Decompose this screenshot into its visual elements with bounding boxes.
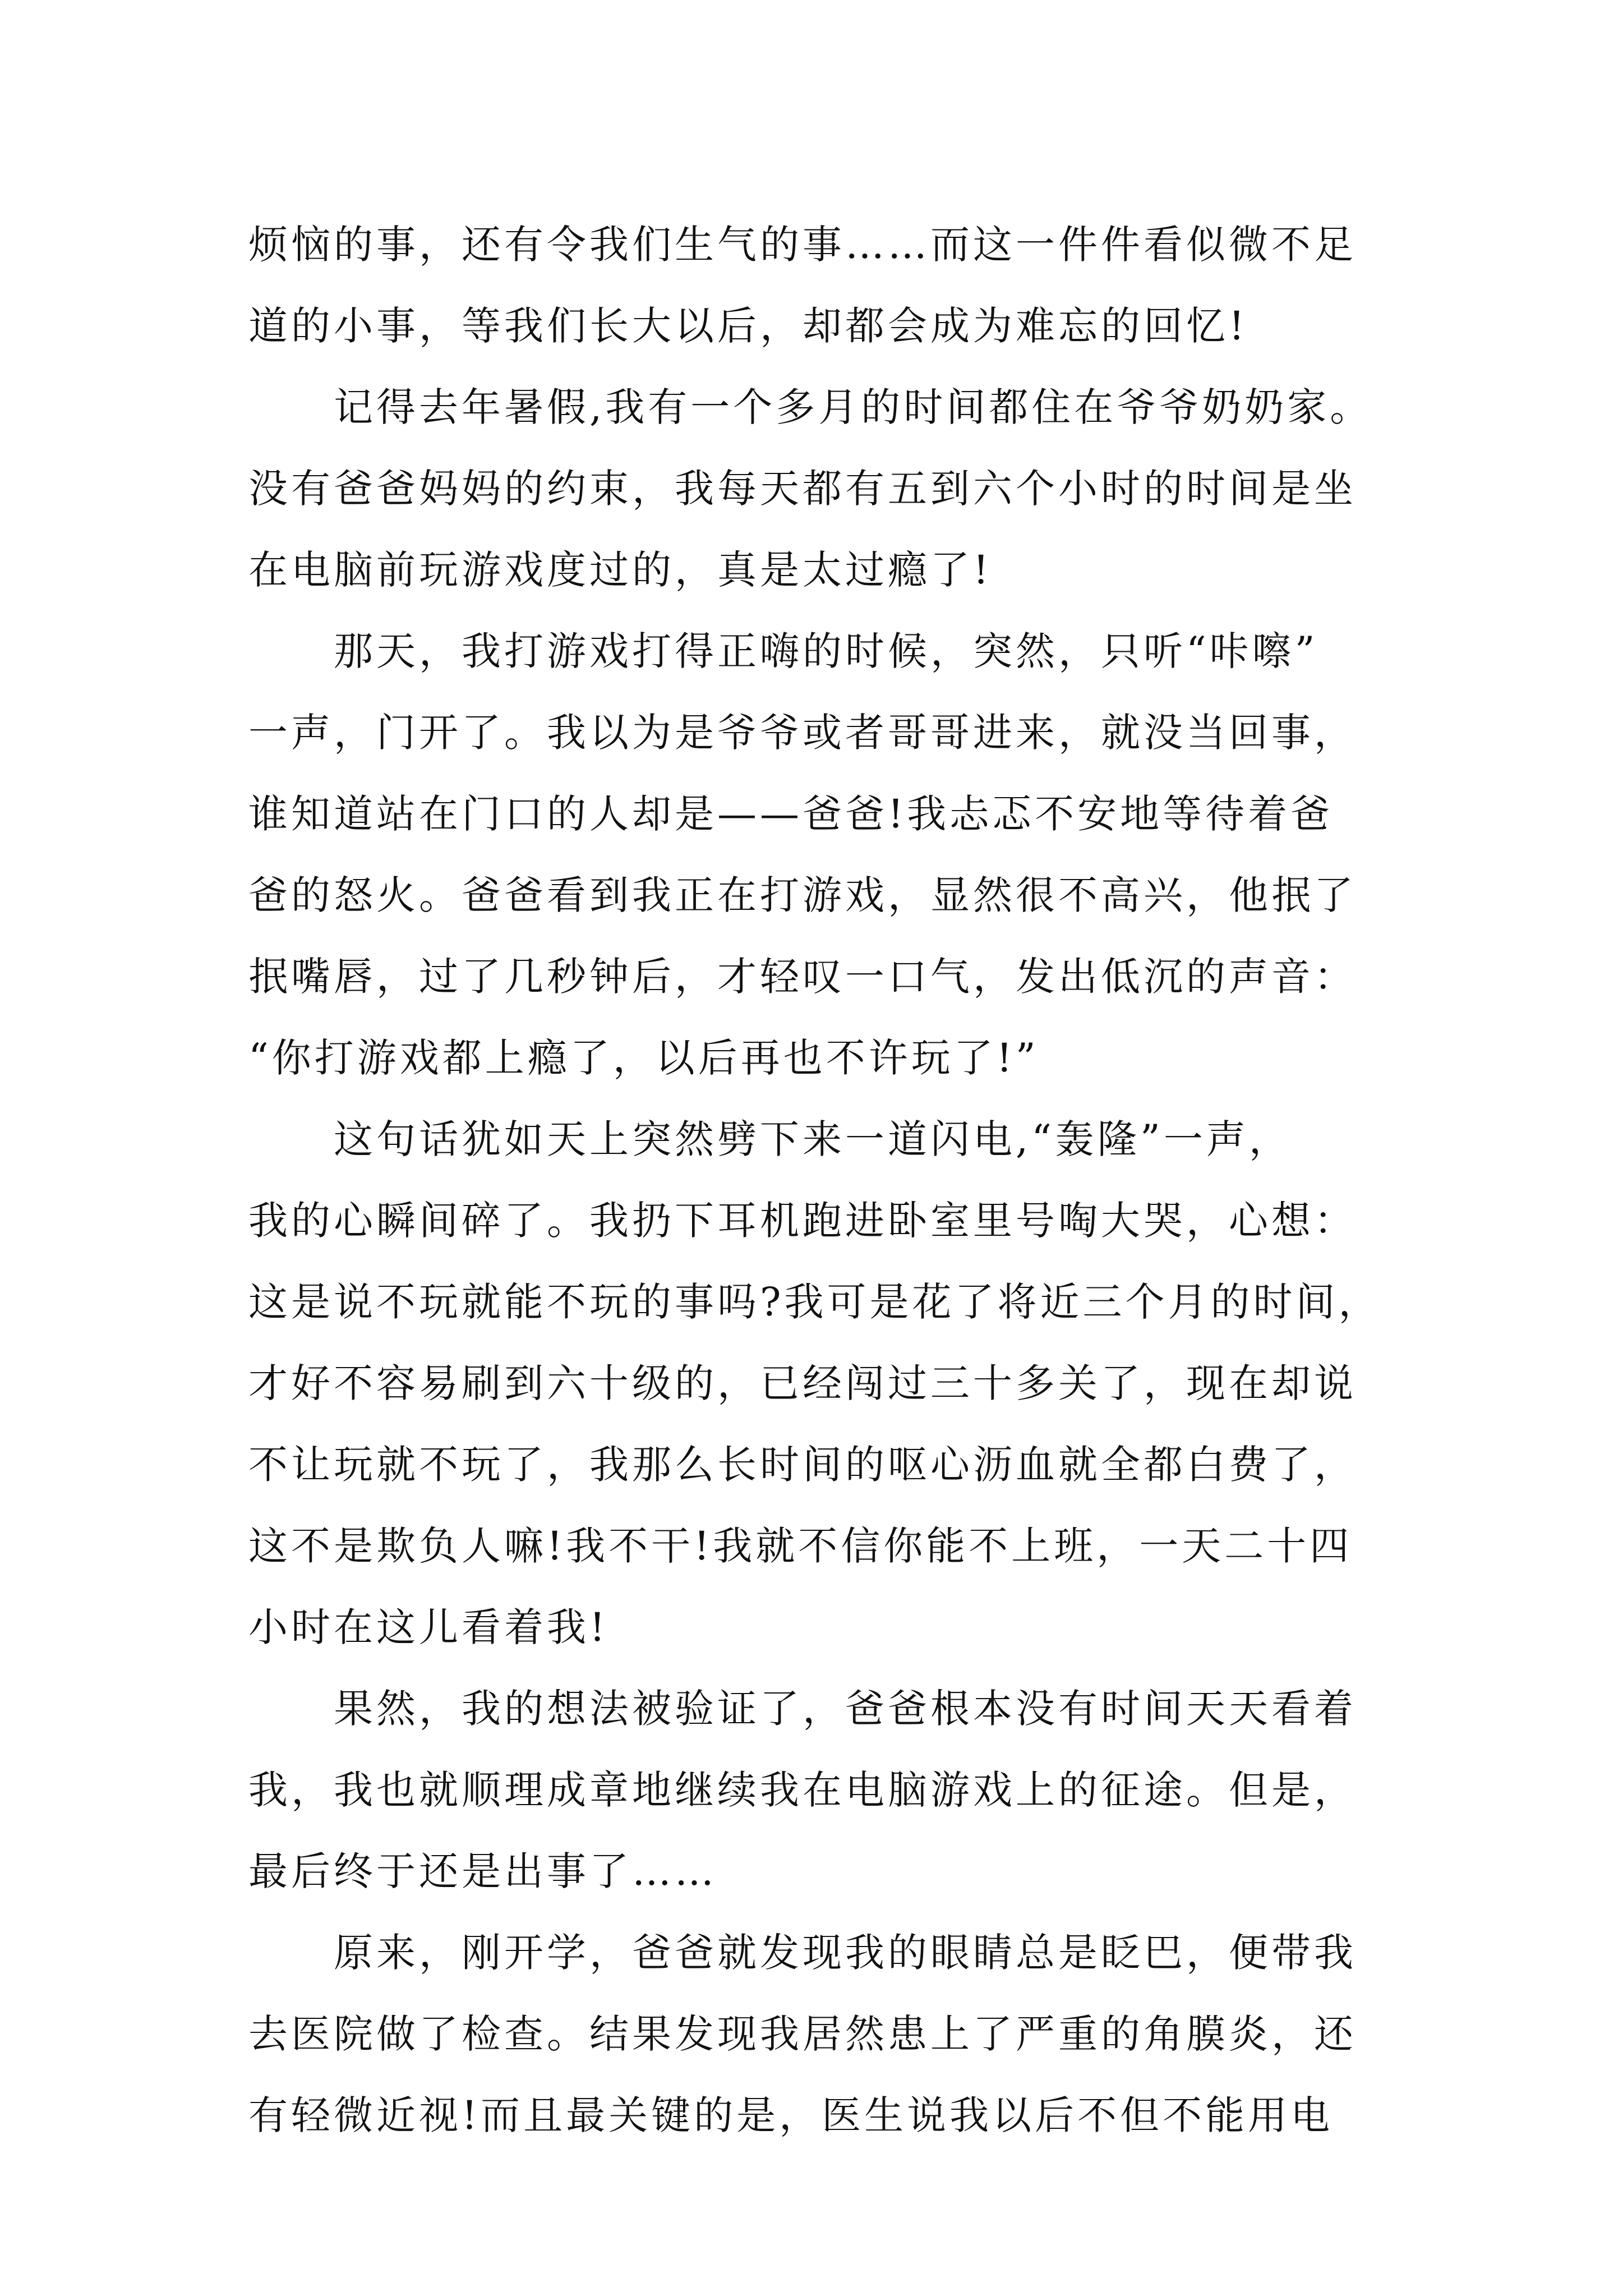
text-line-17: 这不是欺负人嘛!我不干!我就不信你能不上班，一天二十四 [248,1523,1353,1569]
text-line-4: 没有爸爸妈妈的约束，我每天都有五到六个小时的时间是坐 [248,466,1357,512]
text-line-23: 去医院做了检查。结果发现我居然患上了严重的角膜炎，还 [248,2011,1357,2057]
document-body [248,204,1404,2156]
text-line-7: 一声，门开了。我以为是爷爷或者哥哥进来，就没当回事， [248,710,1357,756]
text-line-8: 谁知道站在门口的人却是——爸爸!我忐忑不安地等待着爸 [248,791,1334,837]
text-line-5: 在电脑前玩游戏度过的，真是太过瘾了! [248,547,993,593]
text-line-3: 记得去年暑假,我有一个多月的时间都住在爷爷奶奶家。 [334,384,1373,430]
text-line-1: 烦恼的事，还有令我们生气的事……而这一件件看似微不足 [248,222,1357,268]
text-line-2: 道的小事，等我们长大以后，却都会成为难忘的回忆! [248,303,1248,349]
text-line-15: 才好不容易刷到六十级的，已经闯过三十多关了，现在却说 [248,1360,1357,1406]
text-line-14: 这是说不玩就能不玩的事吗?我可是花了将近三个月的时间， [248,1279,1381,1325]
text-line-19: 果然，我的想法被验证了，爸爸根本没有时间天天看着 [334,1686,1357,1732]
text-line-24: 有轻微近视!而且最关键的是，医生说我以后不但不能用电 [248,2092,1334,2138]
text-line-11: “你打游戏都上瘾了，以后再也不许玩了!” [248,1035,1039,1081]
text-line-10: 抿嘴唇，过了几秒钟后，才轻叹一口气，发出低沉的声音： [248,954,1357,1000]
text-line-21: 最后终于还是出事了…… [248,1848,717,1894]
text-line-9: 爸的怒火。爸爸看到我正在打游戏，显然很不高兴，他抿了 [248,872,1357,918]
text-line-13: 我的心瞬间碎了。我扔下耳机跑进卧室里号啕大哭，心想： [248,1198,1357,1244]
text-line-22: 原来，刚开学，爸爸就发现我的眼睛总是眨巴，便带我 [334,1930,1357,1976]
text-line-12: 这句话犹如天上突然劈下来一道闪电,“轰隆”一声， [334,1116,1292,1162]
text-line-6: 那天，我打游戏打得正嗨的时候，突然，只听“咔嚓” [334,628,1318,674]
text-line-16: 不让玩就不玩了，我那么长时间的呕心沥血就全都白费了， [248,1442,1357,1488]
text-line-18: 小时在这儿看着我! [248,1604,609,1650]
text-line-20: 我，我也就顺理成章地继续我在电脑游戏上的征途。但是， [248,1767,1357,1813]
